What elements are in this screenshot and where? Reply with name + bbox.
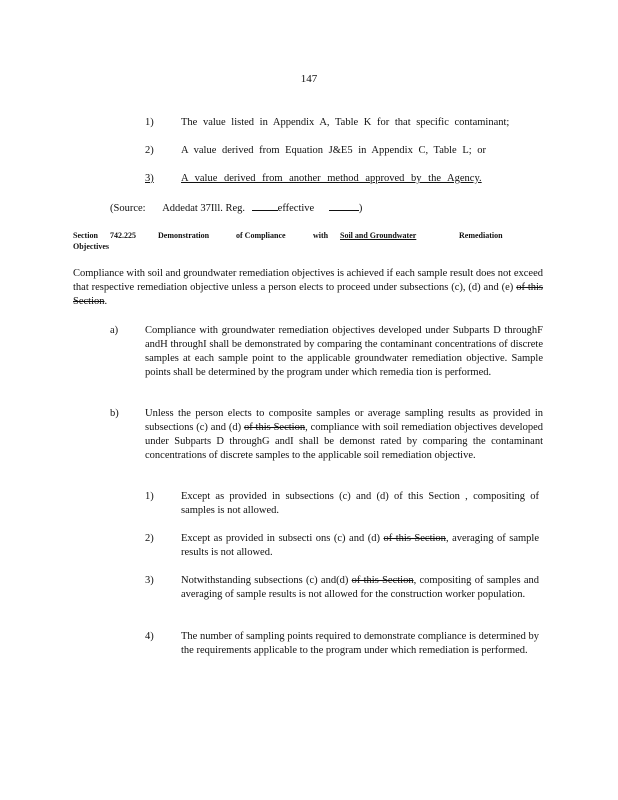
sub-item-text: Except as provided in subsections (c) and (d) of this Section , compositing of samples is not allowed. <box>181 491 539 516</box>
list-item-number: 1) <box>145 117 154 128</box>
item-label: a) <box>110 325 119 336</box>
struck-text: of this Section <box>351 575 414 586</box>
section-title-word: Objectives <box>73 242 109 251</box>
section-title-word: Remediation <box>459 231 503 240</box>
list-item-text-inserted: A value derived from another method approved by the Agency. <box>181 173 482 184</box>
sub-item-number: 3) <box>145 575 154 586</box>
section-title-inserted: Soil and Groundwater <box>340 231 417 240</box>
section-title-word: with <box>313 231 329 240</box>
page-number: 147 <box>300 73 318 85</box>
blank-line <box>252 200 278 211</box>
struck-text: of this Section <box>73 282 544 307</box>
list-item-number: 3) <box>145 173 154 184</box>
section-title-word: of Compliance <box>236 231 286 240</box>
struck-text: of this Section <box>243 422 306 433</box>
struck-text: of this Section <box>383 533 446 544</box>
list-item-number: 2) <box>145 145 154 156</box>
source-reg: Addedat 37Ill. Reg. <box>162 203 246 214</box>
sub-item-number: 4) <box>145 631 154 642</box>
section-label: Section <box>73 231 98 240</box>
item-b-text: Unless the person elects to composite samples or average sampling results as provided in subsections (c) and (d) of this Section, compliance with soil remediation objectives developed under Subparts D throughG andI shall be demonst rated by comparing the contaminant concentrations of discrete samples to the applicable soil remediation objective. <box>145 408 543 461</box>
section-number: 742.225 <box>110 231 136 240</box>
sub-item-text: Notwithstanding subsections (c) and(d) of this Section, compositing of samples and averaging of sample results is not allowed for the construction worker population. <box>181 575 539 600</box>
sub-item-number: 2) <box>145 533 154 544</box>
blank-line <box>329 200 359 211</box>
source-note <box>110 200 362 216</box>
sub-item-text: The number of sampling points required to demonstrate compliance is determined by the requirements applicable to the program under which remediation is performed. <box>181 631 539 656</box>
sub-item-text: Except as provided in subsecti ons (c) and (d) of this Section, averaging of sample results is not allowed. <box>181 533 539 558</box>
list-item-text: The value listed in Appendix A, Table K for that specific contaminant; <box>181 117 510 128</box>
sub-item-number: 1) <box>145 491 154 502</box>
source-close: ) <box>358 203 363 214</box>
intro-paragraph: Compliance with soil and groundwater remediation objectives is achieved if each sample result does not exceed that respective remediation objective unless a person elects to proceed under subsections (c), (d) and (e) of this Section. <box>73 268 544 307</box>
list-item-text: A value derived from Equation J&E5 in Appendix C, Table L; or <box>181 145 487 156</box>
source-open: (Source: <box>110 203 146 214</box>
source-effective: effective <box>277 203 315 214</box>
item-a-text: Compliance with groundwater remediation objectives developed under Subparts D throughF andH throughI shall be demonstrated by comparing the contaminant concentrations of discrete samples at each sample point to the applicable groundwater remediation objective. Sample points shall be determined by the program under which remedia tion is performed. <box>145 325 543 378</box>
section-title-word: Demonstration <box>158 231 210 240</box>
item-label: b) <box>110 408 119 419</box>
